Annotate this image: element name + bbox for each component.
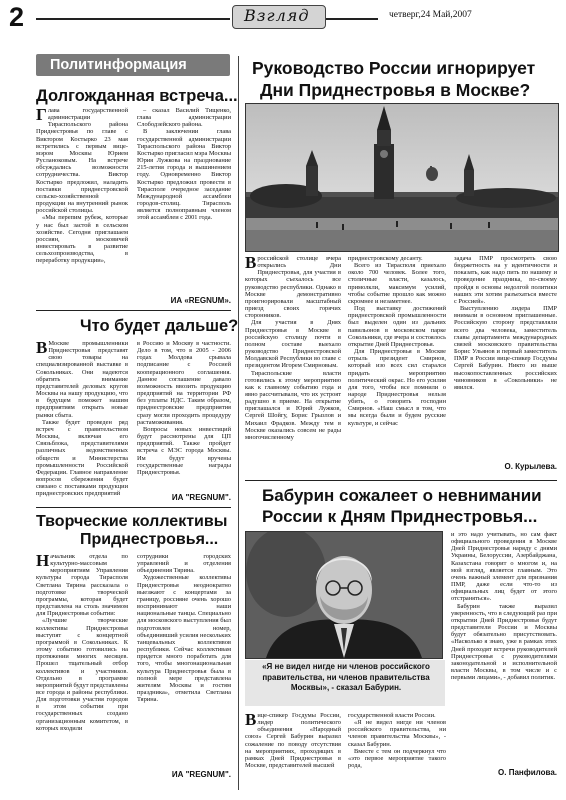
baburin-col-1: Вице-спикер Госдумы России, лидер политического объединения «Народный союз» Сергей Бабурин выразил сожаление по поводу отсутствия на мероприятиях, проходящих в рамках Дней Приднестровья в Москве, представителей высшей [245, 712, 341, 770]
collectives-p4: Художественные коллективы Приднестровья неоднократно выезжают с концертами за границу, россияне очень хорошо воспринимают наши национальные танцы. Специально для московского выступления был подготовлен номер, объединивший усилия нескольких танцевальных коллективов республики. Сейчас коллективам придется много поработать для того, чтобы многонациональная культура Приднестровья была в полной мере представлена жителям Москвы и гостям праздника», отметила Светлана Тярина. [137, 574, 231, 704]
ignore-p3: Тираспольские власти готовились к этому мероприятию как к главному событию года и явно рассчитывали, что их устроят радушно в приеме. На открытие приглашался и Юрий Лужков, Сергей Шойгу, Борис Грызлов и Михаил Фрадков. Между тем в Москве оказались совсем не рады многочисленному [245, 369, 341, 441]
ignore-p6: Под выставку достижений приднестровской промышленности был выделен один из дальних павильонов в московском парке Сокольники, где вчера и состоялось открытие Дней Приднестровья. [348, 305, 446, 348]
ignore-p5: Всего из Тирасполя приехало около 700 человек. Более того, столичные власти, казалось, примолкли, максимум усилий, чтобы событие прошло как можно скромнее и незаметнее. [348, 262, 446, 305]
meeting-col-2 [137, 107, 231, 295]
meeting-p4: В заключении глава государственной администрации Тираспольского района Виктор Костырко пригласил мэра Москвы Юрия Лужкова на празднование 215-летия города и вышинением году. Одновременно Виктор Костырко предложил провести в Тирасполе очередное заседание Международной ассамблеи городов-столиц. Тирасполь является полноправным членом этой ассамблеи с 2001 года. [137, 128, 231, 222]
meeting-end-rule [36, 310, 231, 311]
baburin-p1: и это надо учитывать, но сам факт официального проведения в Москве Дней Приднестровья наряду с днями Украины, Белоруссии, Азербайджана, Казахстана говорит о многом и, на мой взгляд, является главным. Это очень важный элемент для признания ПМР, даже если что-то из официальных лиц будет от этого отстраняться». [451, 531, 557, 603]
issue-date: четверг,24 Май,2007 [389, 10, 472, 20]
whats-next-title: Что будет дальше? [80, 317, 239, 335]
baburin-quote: «Я не видел нигде ни членов российского правительства, ни членов правительства Москвы», - сказал Бабурин. [262, 662, 430, 693]
meeting-col-1: Глава государственной администрации Тираспольского района Приднестровья по главе с Виктором Костырко 23 мая встретились с первым вице-мэром Москвы Юрием Русланоковым. На встрече обсуждались возможности сотрудничества. Виктор Костырко предложил, наладить поставки приднестровской сельско-хозяйственной продукции на внутренний рынок российской столицы. «Мы перепим рубеж, которые у нас был застой в сельском хозяйстве. Сегодня приглашаем россиян, московичей инвестировать в развитие сельхозпроизводства, в переработку продукции», [36, 107, 128, 265]
whats-next-p2: Также будет проведен ряд встреч с правительством Москвы, включая его Связьблокa, представителями различных ведомственных обществ и Министерства промышленности Российской Федерации. Главное направление вопросов сбережения будет связано с поставками продукции приднестровских предприятий [36, 418, 128, 498]
ignore-p9: Выступлению лидера ПМР внимали в основном приглашенные. Российскую сторону представляли всего два человека, заместитель главы департамента международных связей московского правительства Борис Ульянов и первый заместитель ПМР в России вице-спикер Госдумы Сергей Бабурин. Никто из выше высокопоставленных российских чиновников в «Сокольники» не явился. [454, 305, 557, 391]
baburin-col-2 [348, 712, 446, 782]
baburin-title-2: России к Дням Приднестровья... [262, 507, 538, 526]
meeting-title: Долгожданная встреча... [36, 87, 238, 105]
collectives-signature: ИА "REGNUM". [171, 770, 231, 779]
ignore-col-3 [454, 255, 557, 445]
ignore-p1: российской столице вчера открылись Дни Приднестровья, для участия в которых съехалось все руководство республики. Однако в Москве демонстративно проигнорировали масштабный приезд своих горячих сторонников. [245, 255, 341, 320]
ignore-col-2 [348, 255, 446, 477]
ignore-signature: О. Курылева. [504, 462, 557, 471]
kremlin-image [246, 104, 558, 251]
whats-next-signature: ИА "REGNUM". [171, 493, 231, 502]
collectives-p3: сотрудники городских управлений и отделения объединения Тярина. [137, 553, 231, 575]
baburin-p2: Бабурин также выразил уверенность, что в следующий раз при открытии Дней Приднестровья будут представители России и Москвы будут обязательно присутствовать. «Насколько я знаю, уже в рамках этих Дней проходят встречи руководителей Приднестровья с руководителями законодательной и исполнительной власти Москвы, в том числе и с первыми лицами», - добавил политик. [451, 602, 557, 682]
kremlin-photo [245, 103, 559, 252]
baburin-portrait [246, 532, 442, 658]
whats-next-end-rule [36, 507, 231, 508]
ignore-end-rule [245, 480, 557, 481]
section-title: Взгляд [244, 6, 310, 25]
baburin-signature: О. Панфилова. [498, 768, 557, 777]
meeting-p3: – сказал Василий Тищенко, глава администрации Слободзейского района. [137, 107, 231, 129]
ignore-col-1: В российской столице вчера открылись Дни Приднестровья, для участия в которых съехалось все руководство республики. Однако в Москве демонстративно проигнорировали масштабный приезд своих горячих сторонников. Для участия в Днях Приднестровья в Москве в российскую столицу почти в полном составе выехало руководство Приднестровской Молдавской Республики во главе с президентом Игорем Смирновым. Тираспольские власти готовились к этому мероприятию как к главному событию года и явно рассчитывали, что их устроят радушно в приеме. На открытие приглашался и Юрий Лужков, Сергей Шойгу, Борис Грызлов и Михаил Фрадков. Между тем в Москве оказались совсем не рады многочисленному [245, 255, 341, 441]
header-rule-right [326, 18, 378, 20]
whats-next-col-2 [137, 340, 231, 490]
collectives-col-1: Начальник отдела по культурно-массовым мероприятиям Управления культуры города Тирасполя Светлана Тярина рассказала о подготовке творческой программы, которая будет представлена на столь значимом для Приднестровья событии: «Лучшие творческие коллективы Приднестровья выступят с концертной программой в Сокольниках. К этому событию готовились на протяжении многих месяцев. Прошел тщательный отбор коллективов и участников. Отдельно в программе мероприятий будут представлены все города и районы республики. Для подготовки участия городов в этом событии при государственных создано организационным комитетом, в которых входили [36, 553, 128, 732]
whats-next-p1: Москве промышленники Приднестровья представят свою товары на специализированной выставке в Сокольниках. Они надеются обратить внимание представителей деловых кругов Москвы на нашу продукцию, что в будущем поможет нашим предприятиям открыть новые рынки сбыта. [36, 340, 128, 419]
rubric-label: Политинформация [50, 57, 187, 73]
baburin-title-1: Бабурин сожалеет о невнимании [262, 486, 542, 505]
ignore-p2: Для участия в Днях Приднестровья в Москве в российскую столицу почти в полном составе выехало руководство Приднестровской Молдавской Республики во главе с президентом Игорем Смирновым. [245, 319, 341, 370]
page-number: 2 [9, 2, 25, 32]
ignore-title-2: Дни Приднестровья в Москве? [260, 80, 531, 100]
baburin-photo [245, 531, 443, 659]
baburin-p3: ице-спикер Госдумы России, лидер политического объединения «Народный союз» Сергей Бабурин выразил сожаление по поводу отсутствия на мероприятиях, проходящих в рамках Дней Приднестровья в Москве, представителей высшей [245, 712, 341, 770]
meeting-signature: ИА «REGNUM». [170, 296, 231, 305]
collectives-title-1: Творческие коллективы [36, 513, 228, 530]
baburin-p6: Вместе с тем он подчеркнул что «это первое мероприятие такого рода, [348, 747, 446, 770]
collectives-p1: ачальник отдела по культурно-массовым мероприятиям Управления культуры города Тирасполя Светлана Тярина рассказала о подготовке творческой программы, которая будет представлена на столь значимом для Приднестровья событии: [36, 553, 128, 618]
baburin-p5: «Я не видел нигде ни членов российского правительства, ни членов правительства Москвы», - сказал Бабурин. [348, 719, 446, 748]
meeting-p1: лава государственной администрации Тираспольского района Приднестровья по главе с Виктором Костырко 23 мая встретились с первым вице-мэром Москвы Юрием Русланоковым. На встрече обсуждались возможности сотрудничества. Виктор Костырко предложил, наладить поставки приднестровской сельско-хозяйственной продукции на внутренний рынок российской столицы. [36, 107, 128, 215]
header-rule-left [36, 18, 230, 20]
whats-next-p4: Вопросы новых инвестиций будут рассмотрены для ЦП предприятий. Также пройдет встреча с МЭС города Москвы. Им будут вручены государственные награды Приднестровья. [137, 425, 231, 476]
baburin-right-col [451, 531, 557, 753]
whats-next-col-1: В Москве промышленники Приднестровья представят свою товары на специализированной выставке в Сокольниках. Они надеются обратить внимание представителей деловых кругов Москвы на нашу продукцию, что в будущем поможет нашим предприятиям открыть новые рынки сбыта. Также будет проведен ряд встреч с правительством Москвы, включая его Связьблокa, представителями различных ведомственных обществ и Министерства промышленности Российской Федерации. Главное направление вопросов сбережения будет связано с поставками продукции приднестровских предприятий [36, 340, 128, 498]
collectives-p2: «Лучшие творческие коллективы Приднестровья выступят с концертной программой в Сокольниках. К этому событию готовились на протяжении многих месяцев. Прошел тщательный отбор коллективов и участников. Отдельно в программе мероприятий будут представлены все города и районы республики. Для подготовки участия городов в этом событии при государственных создано организационным комитетом, в которых входили [36, 617, 128, 732]
whats-next-p3: в Россию и Москву в частности. Дело в том, что в 2005 - 2006 годах Молдова срывала подписание с Россией кооперационного соглашения. Данное соглашение давало возможность ввозить продукцию предприятий на территории РФ без уплаты НДС. Таким образом, приднестровские предприятия сразу могли проходить процедуру растаможивания. [137, 340, 231, 426]
baburin-p4: государственной власти России. [348, 712, 436, 719]
meeting-p2: «Мы перепим рубеж, которые у нас был застой в сельском хозяйстве. Сегодня приглашаем россиян, московичей инвестировать в развитие сельхозпроизводства, в переработку продукции», [36, 214, 128, 265]
collectives-col-2 [137, 553, 231, 765]
ignore-p8: задача ПМР просмотреть свою бюджетность на у идентичности и показать, как надо пить по нашему и проведение праздника, по-своему пройдя в основы недолгой политики наших эти хотим разъехаться вместе с Россией». [454, 255, 557, 305]
column-divider [238, 56, 239, 790]
collectives-title-2: Приднестровья... [80, 531, 219, 548]
ignore-p4: приднестровскому десанту. [348, 255, 423, 262]
ignore-p7: Для Приднестровья в Москве отрыль президент Смирнов, который изо всех сил старался придать мероприятию политический окрас. Но его усилия для того, чтобы все помнили о народе Приднестровья нельзя убить, о говорить господин Смирнов. «Наш смысл в том, что мы всегда были и будем русские культуре, и сейчас [348, 348, 446, 427]
ignore-title-1: Руководство России игнорирует [252, 58, 536, 78]
